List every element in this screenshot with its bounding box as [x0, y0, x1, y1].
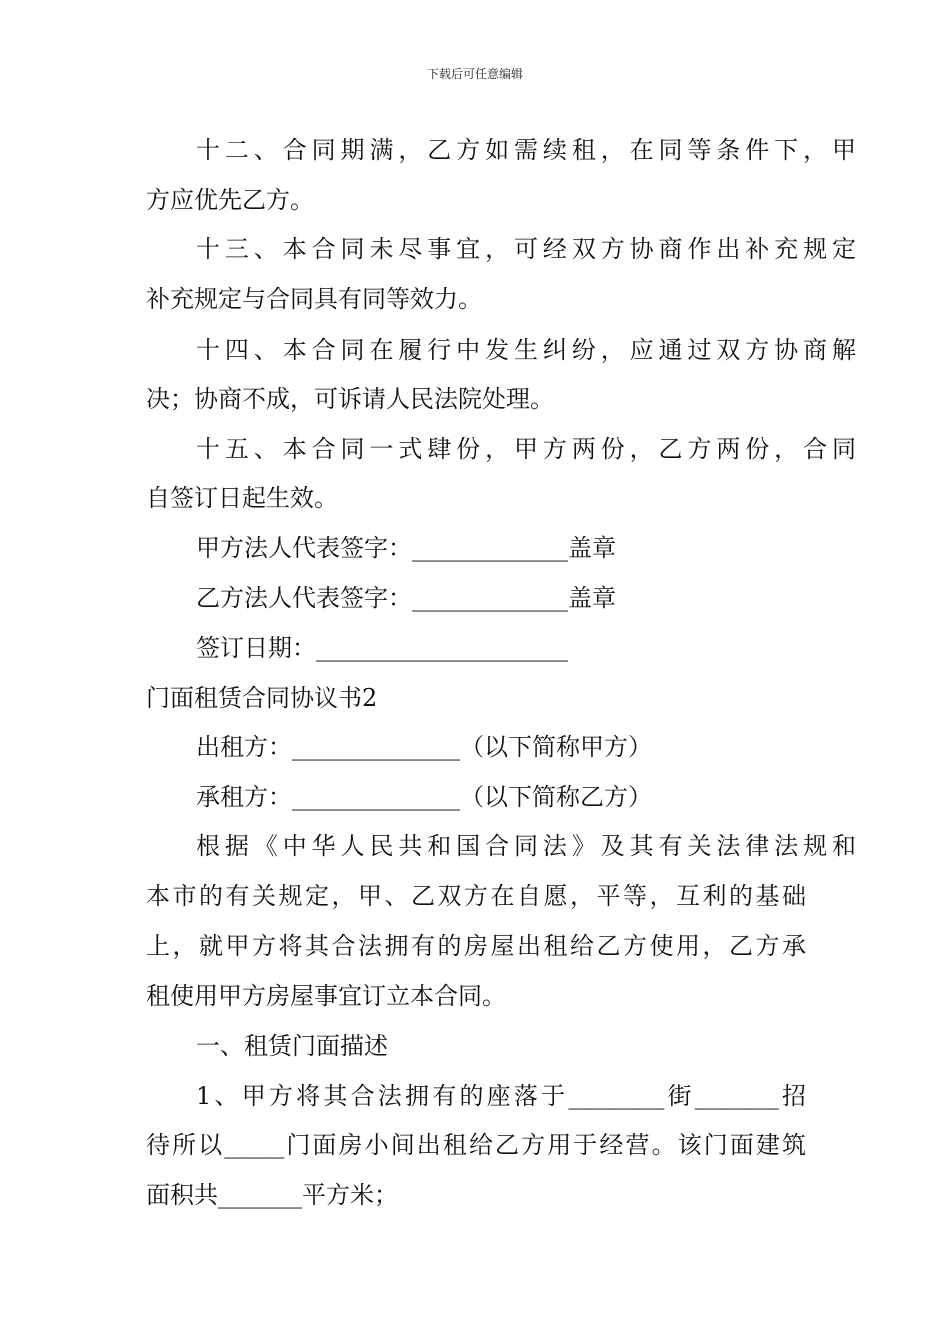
signing-date-line: 签订日期：_____________________	[196, 634, 568, 662]
article-1-item-1-line-3: 面积共_______平方米；	[146, 1181, 398, 1209]
clause-12-line-1: 十二、合同期满，乙方如需续租，在同等条件下，甲	[196, 136, 856, 164]
clause-13-line-2: 补充规定与合同具有同等效力。	[146, 285, 482, 313]
lessee-line: 承租方：______________（以下简称乙方）	[196, 783, 652, 811]
article-1-item-1-line-2: 待所以_____门面房小间出租给乙方用于经营。该门面建筑	[146, 1131, 806, 1159]
preamble-line-1: 根据《中华人民共和国合同法》及其有关法律法规和	[196, 832, 856, 860]
preamble-line-4: 租使用甲方房屋事宜订立本合同。	[146, 982, 506, 1010]
party-b-signature-line: 乙方法人代表签字：_____________盖章	[196, 584, 616, 612]
article-1-item-1-line-1: 1、甲方将其合法拥有的座落于________街_______招	[196, 1082, 806, 1110]
page-header-note: 下载后可任意编辑	[426, 67, 523, 81]
clause-15-line-2: 自签订日起生效。	[146, 484, 338, 512]
clause-15-line-1: 十五、本合同一式肆份，甲方两份，乙方两份，合同	[196, 435, 856, 463]
party-a-signature-line: 甲方法人代表签字：_____________盖章	[196, 534, 616, 562]
clause-12-line-2: 方应优先乙方。	[146, 186, 314, 214]
lessor-line: 出租方：______________（以下简称甲方）	[196, 733, 652, 761]
clause-14-line-2: 决；协商不成，可诉请人民法院处理。	[146, 385, 554, 413]
preamble-line-2: 本市的有关规定，甲、乙双方在自愿，平等，互利的基础	[146, 882, 806, 910]
clause-13-line-1: 十三、本合同未尽事宜，可经双方协商作出补充规定	[196, 235, 856, 263]
clause-14-line-1: 十四、本合同在履行中发生纠纷，应通过双方协商解	[196, 336, 856, 364]
preamble-line-3: 上，就甲方将其合法拥有的房屋出租给乙方使用，乙方承	[146, 932, 806, 960]
article-1-heading: 一、租赁门面描述	[196, 1032, 388, 1060]
section-title: 门面租赁合同协议书2	[146, 684, 378, 712]
